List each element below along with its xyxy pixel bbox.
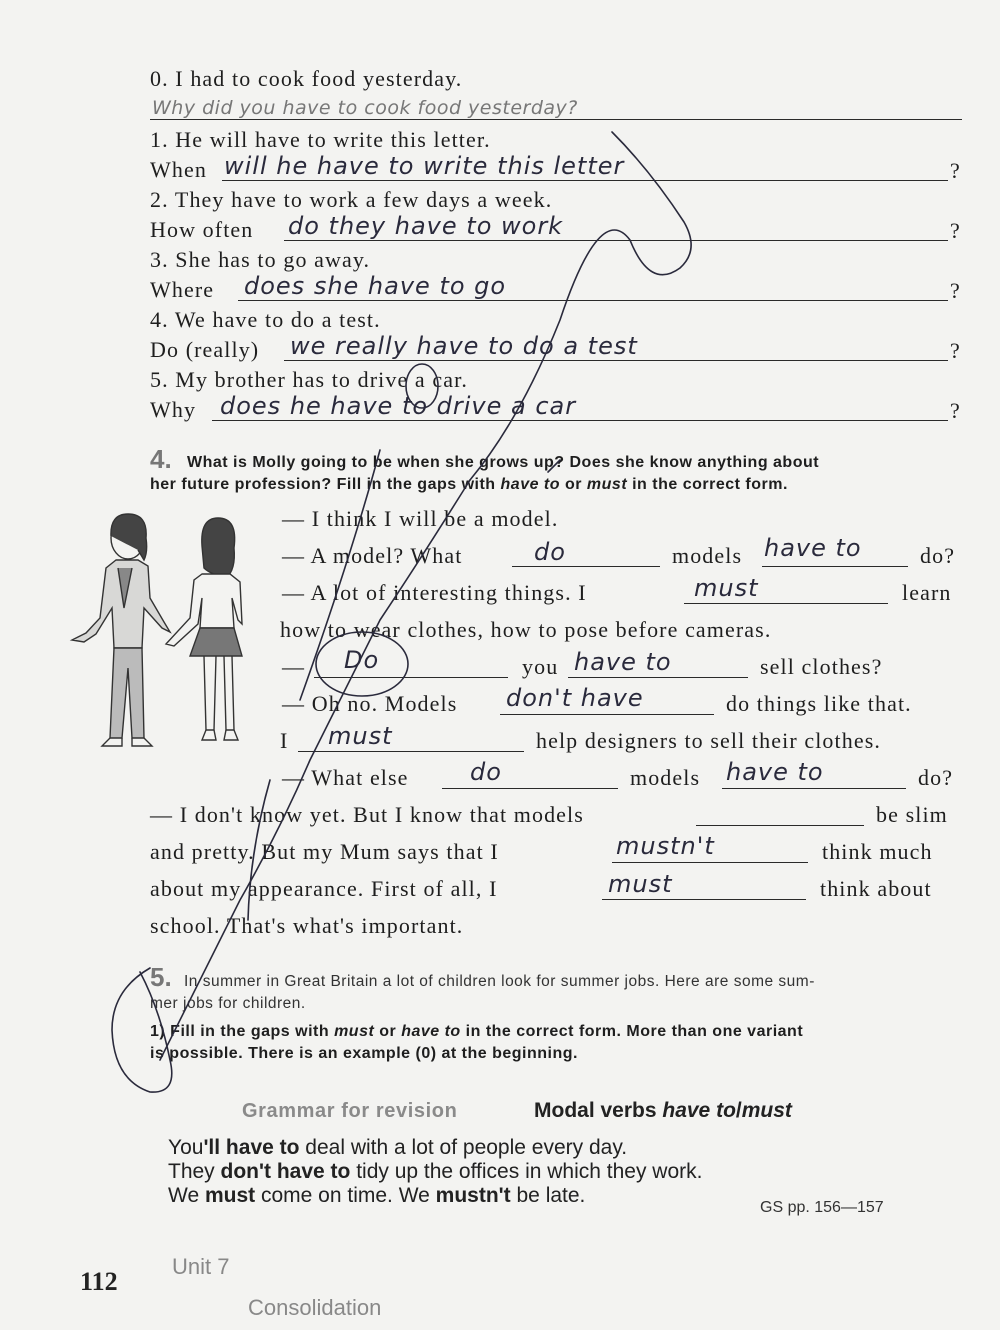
item-1-prompt: 1. He will have to write this letter. <box>150 127 491 152</box>
gap-line <box>602 899 806 900</box>
gap-answer[interactable]: do <box>470 758 502 786</box>
dialogue-text: and pretty. But my Mum says that I <box>150 839 499 864</box>
exercise-number: 4. <box>150 444 172 474</box>
item-4-lead: Do (really) <box>150 337 260 362</box>
item-2-answer[interactable]: do they have to work <box>288 212 564 240</box>
answer-line <box>284 360 948 361</box>
dialogue-text: I <box>280 728 289 753</box>
example-prompt: 0. I had to cook food yesterday. <box>150 66 463 91</box>
grammar-reference: GS pp. 156—157 <box>760 1199 884 1216</box>
dialogue-line-2a: — A model? What <box>282 543 463 568</box>
gap-line <box>762 566 908 567</box>
exercise-instruction: What is Molly going to be when she grows up? Does she know anything about <box>187 454 820 471</box>
dialogue-text: — Oh no. Models <box>282 691 458 716</box>
item-5-prompt: 5. My brother has to drive a car. <box>150 367 468 392</box>
exercise-intro: In summer in Great Britain a lot of children look for summer jobs. Here are some sum- <box>184 973 815 990</box>
item-2-lead: How often <box>150 217 254 242</box>
dialogue-line-4: how to wear clothes, how to pose before cameras. <box>280 617 772 642</box>
gap-answer[interactable]: Do <box>344 646 380 674</box>
section-label: Consolidation <box>248 1295 382 1320</box>
gap-line <box>298 751 524 752</box>
question-mark: ? <box>950 218 960 243</box>
item-4-answer[interactable]: we really have to do a test <box>290 332 638 360</box>
question-mark: ? <box>950 338 960 363</box>
gap-line <box>314 677 508 678</box>
dialogue-text: learn <box>902 580 952 605</box>
gap-line <box>684 603 888 604</box>
gap-line <box>612 862 808 863</box>
dialogue-text: do? <box>918 765 954 790</box>
item-1-answer[interactable]: will he have to write this letter <box>224 152 625 180</box>
item-5-lead: Why <box>150 397 197 422</box>
dialogue-text: — I don't know yet. But I know that models <box>150 802 584 827</box>
dialogue-text: help designers to sell their clothes. <box>536 728 881 753</box>
dialogue-text: think much <box>822 839 933 864</box>
exercise-task: 1) Fill in the gaps with must or have to in the correct form. More than one variant <box>150 1023 804 1040</box>
grammar-sentence-3: We must come on time. We mustn't be late. <box>168 1184 586 1207</box>
dialogue-text: do? <box>920 543 956 568</box>
gap-answer[interactable]: do <box>534 538 566 566</box>
girls-illustration <box>66 508 266 758</box>
dialogue-line-1: — I think I will be a model. <box>282 506 559 531</box>
exercise-number: 5. <box>150 962 172 992</box>
question-mark: ? <box>950 158 960 183</box>
dialogue-text: think about <box>820 876 932 901</box>
gap-line <box>442 788 618 789</box>
dialogue-text: — <box>282 654 306 679</box>
gap-line <box>500 714 714 715</box>
gap-answer[interactable]: must <box>608 870 673 898</box>
item-3-lead: Where <box>150 277 215 302</box>
gap-answer[interactable]: don't have <box>506 684 644 712</box>
gap-answer[interactable]: mustn't <box>616 832 715 860</box>
question-mark: ? <box>950 398 960 423</box>
dialogue-text: sell clothes? <box>760 654 883 679</box>
gap-answer[interactable]: must <box>328 722 393 750</box>
grammar-sentence-2: They don't have to tidy up the offices in which they work. <box>168 1160 703 1183</box>
answer-line <box>284 240 948 241</box>
example-answer: Why did you have to cook food yesterday? <box>152 97 578 119</box>
gap-line <box>512 566 660 567</box>
item-2-prompt: 2. They have to work a few days a week. <box>150 187 553 212</box>
gap-answer[interactable]: have to <box>726 758 824 786</box>
grammar-label: Grammar for revision <box>242 1100 458 1122</box>
grammar-sentence-1: You'll have to deal with a lot of people every day. <box>168 1136 628 1159</box>
gap-answer[interactable]: have to <box>574 648 672 676</box>
item-3-prompt: 3. She has to go away. <box>150 247 371 272</box>
page-number: 112 <box>80 1267 118 1296</box>
answer-line <box>222 180 948 181</box>
gap-line <box>568 677 748 678</box>
item-3-answer[interactable]: does she have to go <box>244 272 507 300</box>
exercise-instruction-2: her future profession? Fill in the gaps with have to or must in the correct form. <box>150 476 788 493</box>
dialogue-text: you <box>522 654 559 679</box>
gap-line <box>722 788 906 789</box>
unit-label: Unit 7 <box>172 1254 230 1279</box>
dialogue-text: models <box>672 543 743 568</box>
item-5-answer[interactable]: does he have to drive a car <box>220 392 577 420</box>
dialogue-text: do things like that. <box>726 691 912 716</box>
question-mark: ? <box>950 278 960 303</box>
exercise-task-2: is possible. There is an example (0) at the beginning. <box>150 1045 578 1062</box>
answer-line <box>150 119 962 120</box>
gap-line[interactable] <box>696 825 864 826</box>
answer-line <box>238 300 948 301</box>
gap-answer[interactable]: must <box>694 574 759 602</box>
dialogue-text: school. That's what's important. <box>150 913 464 938</box>
item-1-lead: When <box>150 157 207 182</box>
dialogue-text: models <box>630 765 701 790</box>
dialogue-text: be slim <box>876 802 948 827</box>
dialogue-text: — What else <box>282 765 409 790</box>
dialogue-line-3a: — A lot of interesting things. I <box>282 580 587 605</box>
exercise-intro-2: mer jobs for children. <box>150 995 306 1012</box>
item-4-prompt: 4. We have to do a test. <box>150 307 381 332</box>
gap-answer[interactable]: have to <box>764 534 862 562</box>
grammar-title: Modal verbs have to/must <box>534 1099 792 1122</box>
dialogue-text: about my appearance. First of all, I <box>150 876 498 901</box>
answer-line <box>212 420 948 421</box>
